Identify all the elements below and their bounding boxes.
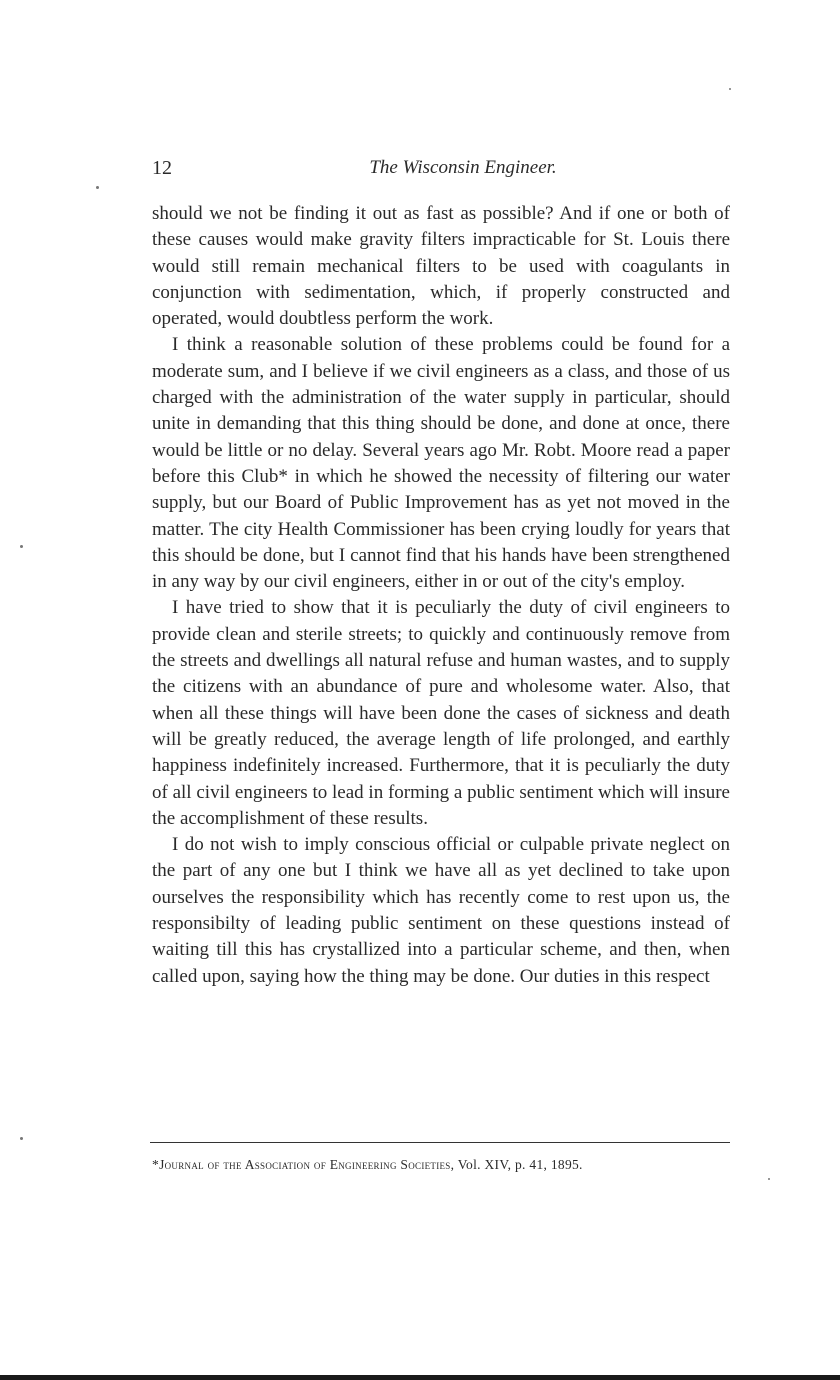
running-title: The Wisconsin Engineer. — [369, 157, 557, 178]
paper-speck — [20, 1137, 23, 1140]
page-header — [152, 154, 730, 184]
footnote-marker: * — [152, 1157, 160, 1172]
footnote-journal: Journal of the Association of Engineering Societies — [159, 1157, 451, 1172]
paper-speck — [96, 186, 99, 189]
paragraph-continued: should we not be finding it out as fast as possible? And if one or both of these causes would make gravity filters impracticable for St. Louis there would still remain mechanical filters to be used with coagulants in conjunction with sedimentation, which, if properly constructed and operated, would doubtless perform the work. — [152, 203, 730, 330]
paper-speck — [768, 1178, 770, 1180]
footnote — [152, 1155, 730, 1175]
paper-speck — [20, 545, 23, 548]
paragraph: I have tried to show that it is peculiarly the duty of civil engineers to provide clean and sterile streets; to quickly and continuously remove from the streets and dwellings all natural refuse and human wastes, and to supply the citizens with an abundance of pure and wholesome water. Also, that when all these things will have been done the cases of sickness and death will be greatly reduced, the average length of life prolonged, and earthly happiness indefinitely increased. Furthermore, that it is peculiarly the duty of all civil engineers to lead in forming a public sentiment which will insure the accomplishment of these results. — [152, 597, 730, 829]
paragraph: I do not wish to imply conscious official or culpable private neglect on the part of any one but I think we have all as yet declined to take upon ourselves the responsibility which has recently come to rest upon us, the responsibilty of leading public sentiment on these questions instead of waiting till this has crystallized into a particular scheme, and then, when called upon, saying how the thing may be done. Our duties in this respect — [152, 834, 730, 987]
body-text — [152, 201, 730, 990]
footnote-citation: , Vol. XIV, p. 41, 1895. — [450, 1157, 583, 1172]
scan-bottom-edge — [0, 1375, 840, 1380]
footnote-divider — [150, 1142, 730, 1143]
paragraph: I think a reasonable solution of these problems could be found for a moderate sum, and I believe if we civil engineers as a class, and those of us charged with the administration of the water supply in particular, should unite in demanding that this thing should be done, and done at once, there would be little or no delay. Several years ago Mr. Robt. Moore read a paper before this Club* in which he showed the necessity of filtering our water supply, but our Board of Public Improvement has as yet not moved in the matter. The city Health Commissioner has been crying loudly for years that this should be done, but I cannot find that his hands have been strengthened in any way by our civil engineers, either in or out of the city's employ. — [152, 334, 730, 593]
page-number: 12 — [152, 157, 172, 179]
paper-speck — [729, 88, 731, 90]
